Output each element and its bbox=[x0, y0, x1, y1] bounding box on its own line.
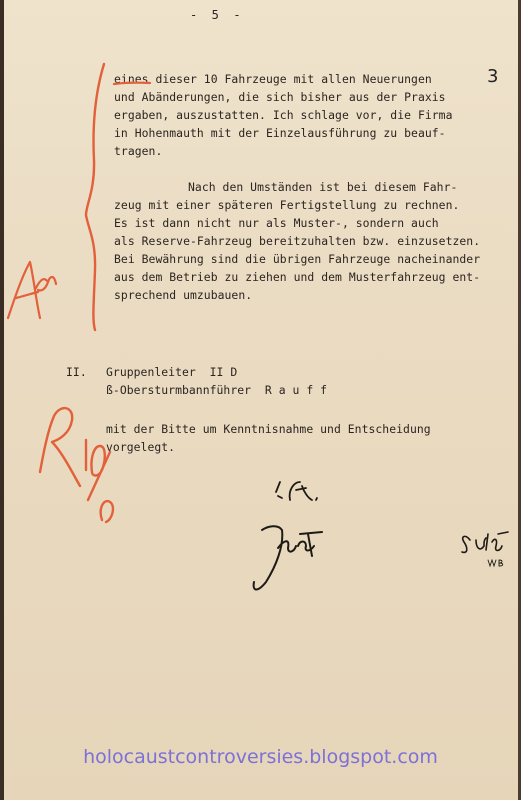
text-line: ergaben, auszustatten. Ich schlage vor, die Firma bbox=[114, 108, 453, 122]
watermark: holocaustcontroversies.blogspot.com bbox=[83, 746, 438, 768]
text-line: aus dem Betrieb zu ziehen und dem Musterfahrzeug ent- bbox=[114, 270, 481, 284]
ink-initials-small bbox=[488, 560, 503, 566]
text-line: eines dieser 10 Fahrzeuge mit allen Neuerungen bbox=[114, 72, 432, 86]
ink-initials-right bbox=[462, 532, 508, 552]
text-line: Es ist dann nicht nur als Muster-, sondern auch bbox=[114, 216, 439, 230]
red-margin-initials bbox=[8, 262, 56, 318]
ink-signature bbox=[254, 526, 322, 589]
text-line: und Abänderungen, die sich bisher aus der Praxis bbox=[114, 90, 446, 104]
pencil-page-mark: 3 bbox=[487, 66, 499, 87]
text-line: Nach den Umständen ist bei diesem Fahr- bbox=[188, 180, 458, 194]
request-line: vorgelegt. bbox=[106, 440, 176, 454]
routing-numeral: II. bbox=[66, 365, 87, 379]
ink-ia-mark bbox=[276, 482, 317, 500]
request-line: mit der Bitte um Kenntnisnahme und Entscheidung bbox=[106, 422, 431, 436]
red-date-mark bbox=[40, 408, 113, 522]
rank-line: ß-Obersturmbannführer R a u f f bbox=[106, 383, 328, 397]
text-line: tragen. bbox=[114, 144, 163, 158]
text-line: als Reserve-Fahrzeug bereitzuhalten bzw. einzusetzen. bbox=[114, 234, 481, 248]
text-line: Bei Bewährung sind die übrigen Fahrzeuge nacheinander bbox=[114, 252, 481, 266]
page-number: - 5 - bbox=[190, 8, 241, 22]
text-line: in Hohenmauth mit der Einzelausführung zu beauf- bbox=[114, 126, 446, 140]
text-line: zeug mit einer späteren Fertigstellung zu rechnen. bbox=[114, 198, 460, 212]
red-margin-bracket bbox=[86, 64, 104, 330]
addressee-line: Gruppenleiter II D bbox=[106, 365, 238, 379]
text-line: sprechend umzubauen. bbox=[114, 288, 253, 302]
red-underline bbox=[114, 83, 150, 84]
